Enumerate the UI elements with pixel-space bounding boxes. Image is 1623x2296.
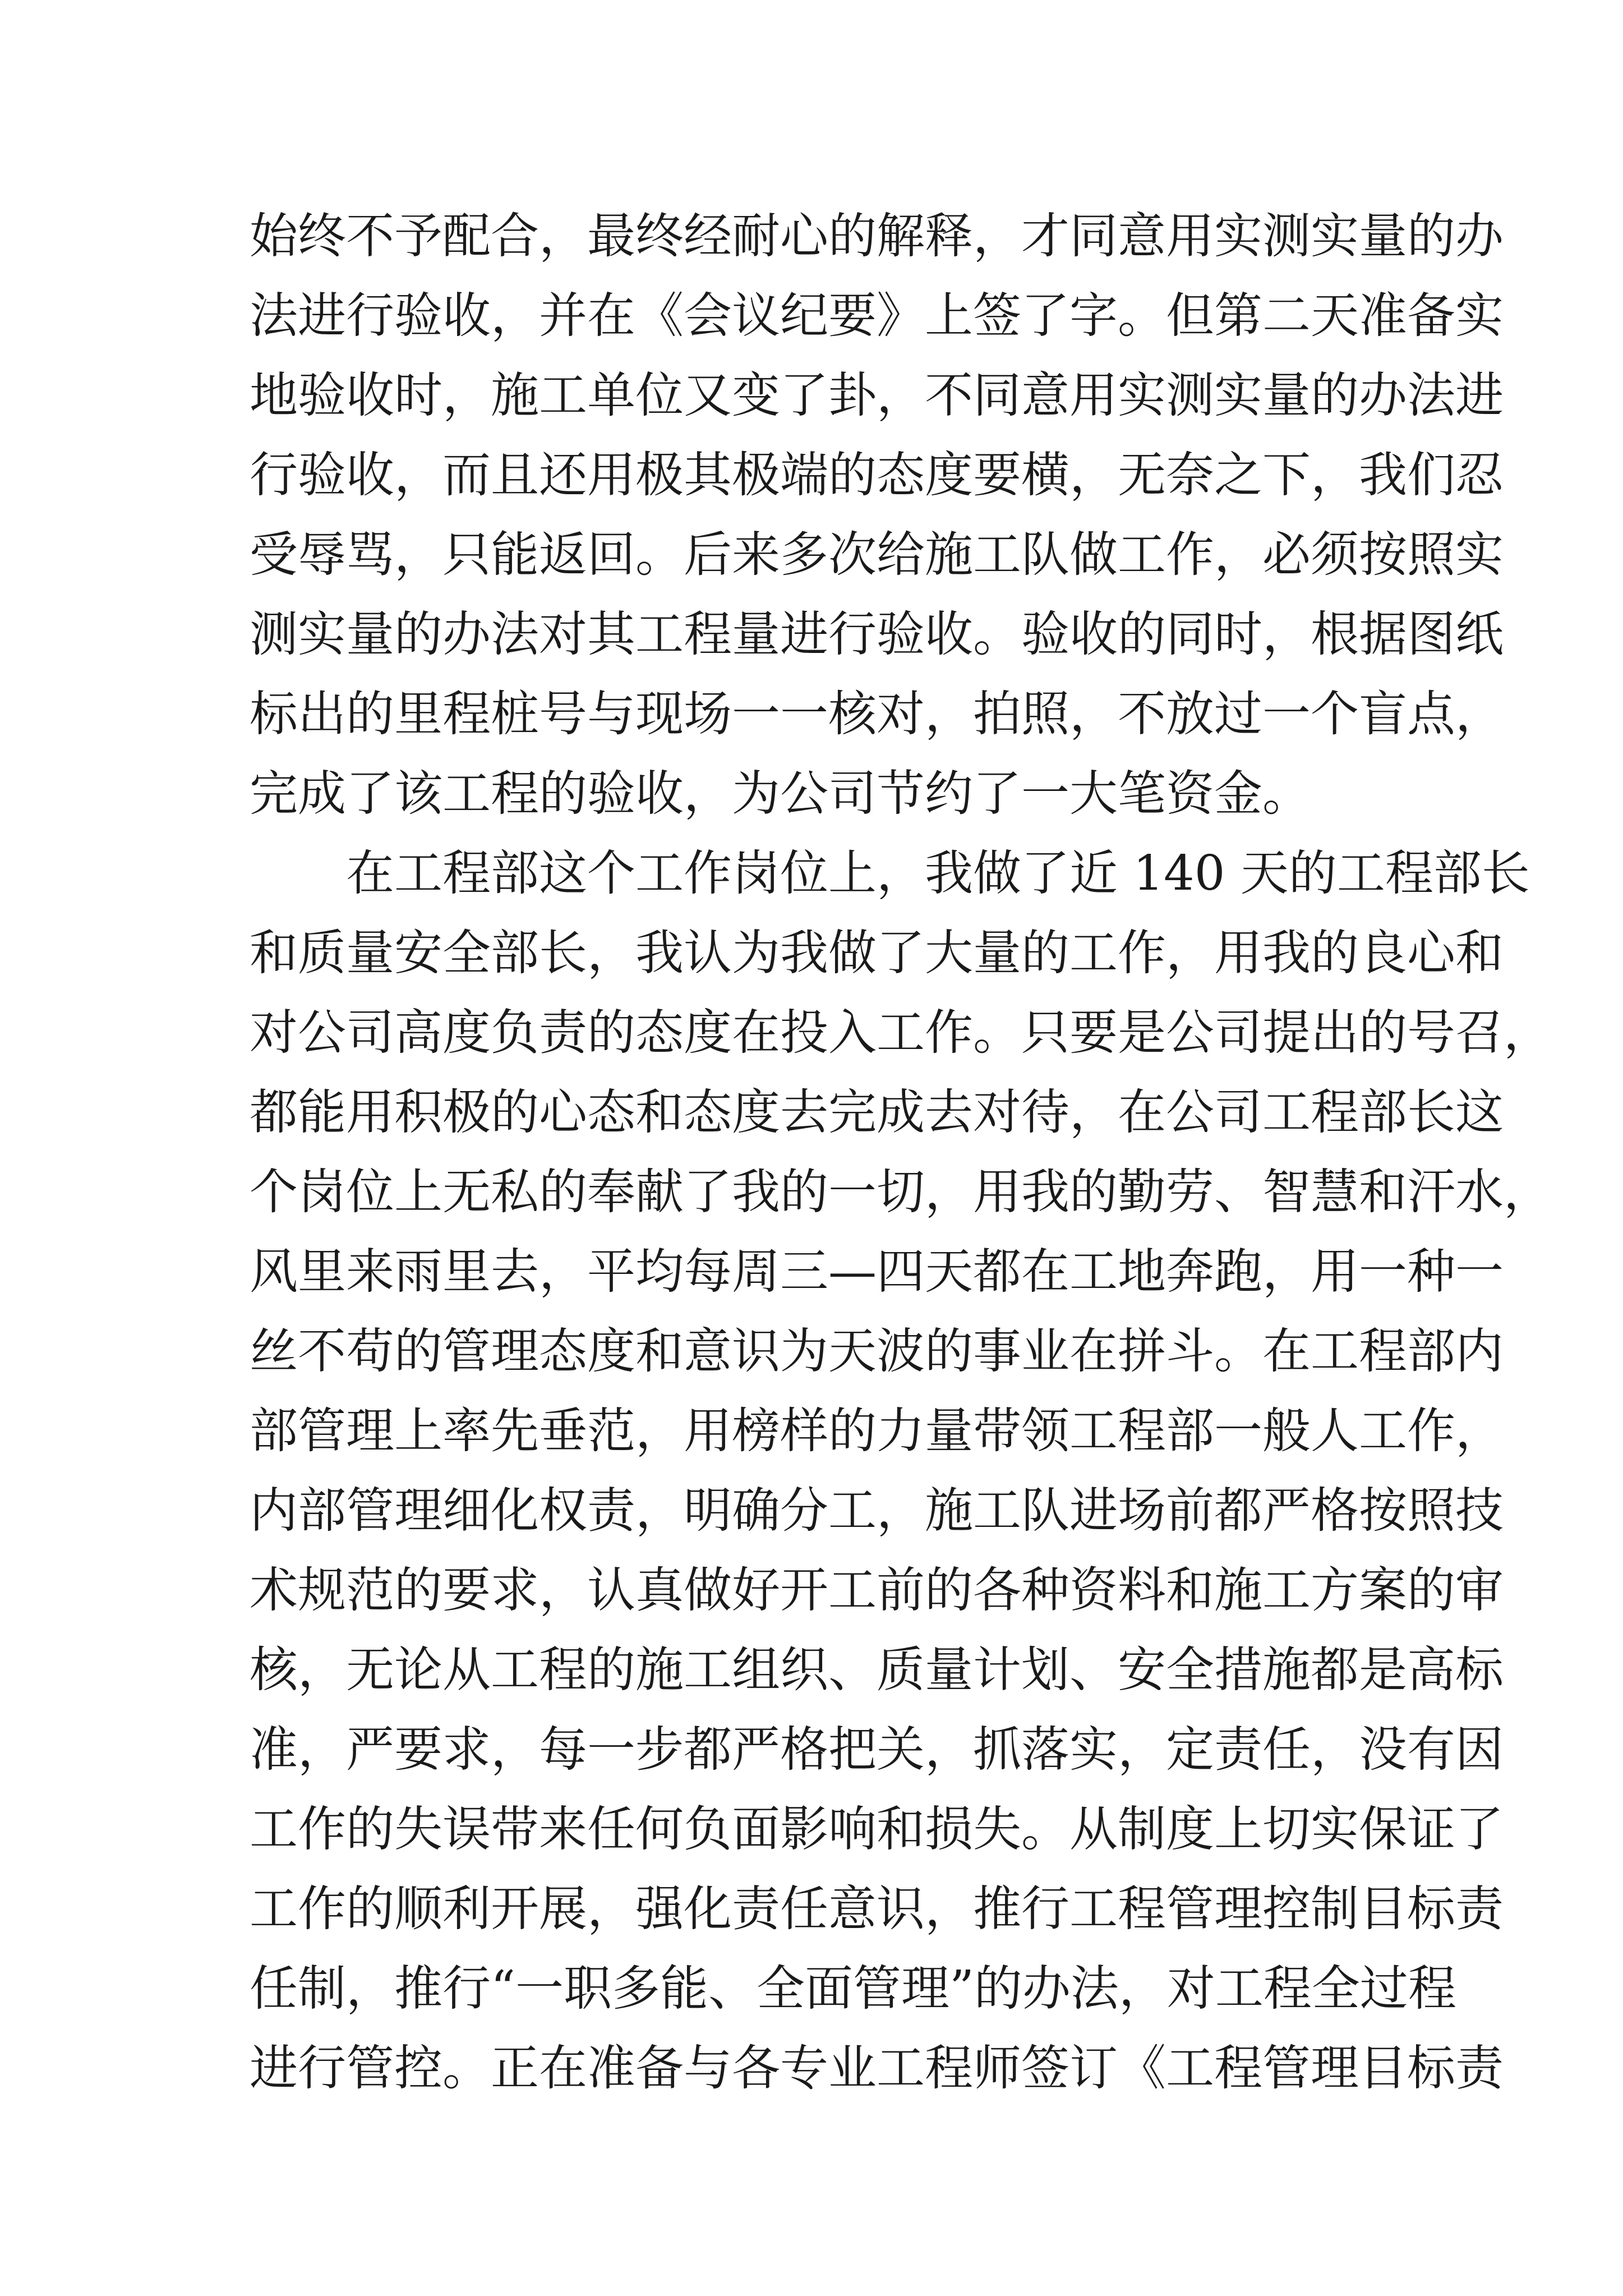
paragraph-line: 风里来雨里去，平均每周三—四天都在工地奔跑，用一种一 <box>250 1244 1504 1300</box>
paragraph-line: 受辱骂，只能返回。后来多次给施工队做工作，必须按照实 <box>250 527 1504 583</box>
paragraph-line: 始终不予配合，最终经耐心的解释，才同意用实测实量的办 <box>250 208 1504 264</box>
paragraph-line: 法进行验收，并在《会议纪要》上签了字。但第二天准备实 <box>250 288 1504 344</box>
paragraph-line: 个岗位上无私的奉献了我的一切，用我的勤劳、智慧和汗水， <box>250 1164 1552 1220</box>
paragraph-line: 工作的顺利开展，强化责任意识，推行工程管理控制目标责 <box>250 1881 1504 1937</box>
paragraph-1 <box>250 196 1504 834</box>
paragraph-line: 部管理上率先垂范，用榜样的力量带领工程部一般人工作， <box>250 1403 1504 1459</box>
paragraph-line: 完成了该工程的验收，为公司节约了一大笔资金。 <box>250 766 1311 822</box>
paragraph-line: 对公司高度负责的态度在投入工作。只要是公司提出的号召， <box>250 1005 1552 1061</box>
paragraph-line: 在工程部这个工作岗位上，我做了近 140 天的工程部长 <box>346 845 1530 901</box>
paragraph-line: 地验收时，施工单位又变了卦，不同意用实测实量的办法进 <box>250 367 1504 424</box>
paragraph-line: 工作的失误带来任何负面影响和损失。从制度上切实保证了 <box>250 1801 1504 1857</box>
paragraph-line: 测实量的办法对其工程量进行验收。验收的同时，根据图纸 <box>250 606 1504 662</box>
paragraph-line: 准，严要求，每一步都严格把关，抓落实，定责任，没有因 <box>250 1722 1504 1778</box>
paragraph-line: 术规范的要求，认真做好开工前的各种资料和施工方案的审 <box>250 1562 1504 1618</box>
paragraph-line: 核，无论从工程的施工组织、质量计划、安全措施都是高标 <box>250 1642 1504 1698</box>
paragraph-line: 进行管控。正在准备与各专业工程师签订《工程管理目标责 <box>250 2040 1504 2096</box>
paragraph-line: 任制，推行“一职多能、全面管理”的办法，对工程全过程 <box>250 1961 1456 2017</box>
paragraph-line: 都能用积极的心态和态度去完成去对待，在公司工程部长这 <box>250 1084 1504 1140</box>
paragraph-line: 内部管理细化权责，明确分工，施工队进场前都严格按照技 <box>250 1483 1504 1539</box>
paragraph-2 <box>250 834 1552 2108</box>
paragraph-line: 标出的里程桩号与现场一一核对，拍照，不放过一个盲点， <box>250 686 1504 742</box>
paragraph-line: 行验收，而且还用极其极端的态度要横，无奈之下，我们忍 <box>250 447 1504 503</box>
paragraph-line: 丝不苟的管理态度和意识为天波的事业在拼斗。在工程部内 <box>250 1323 1504 1379</box>
paragraph-line: 和质量安全部长，我认为我做了大量的工作，用我的良心和 <box>250 925 1504 981</box>
document-body <box>250 196 1552 2108</box>
